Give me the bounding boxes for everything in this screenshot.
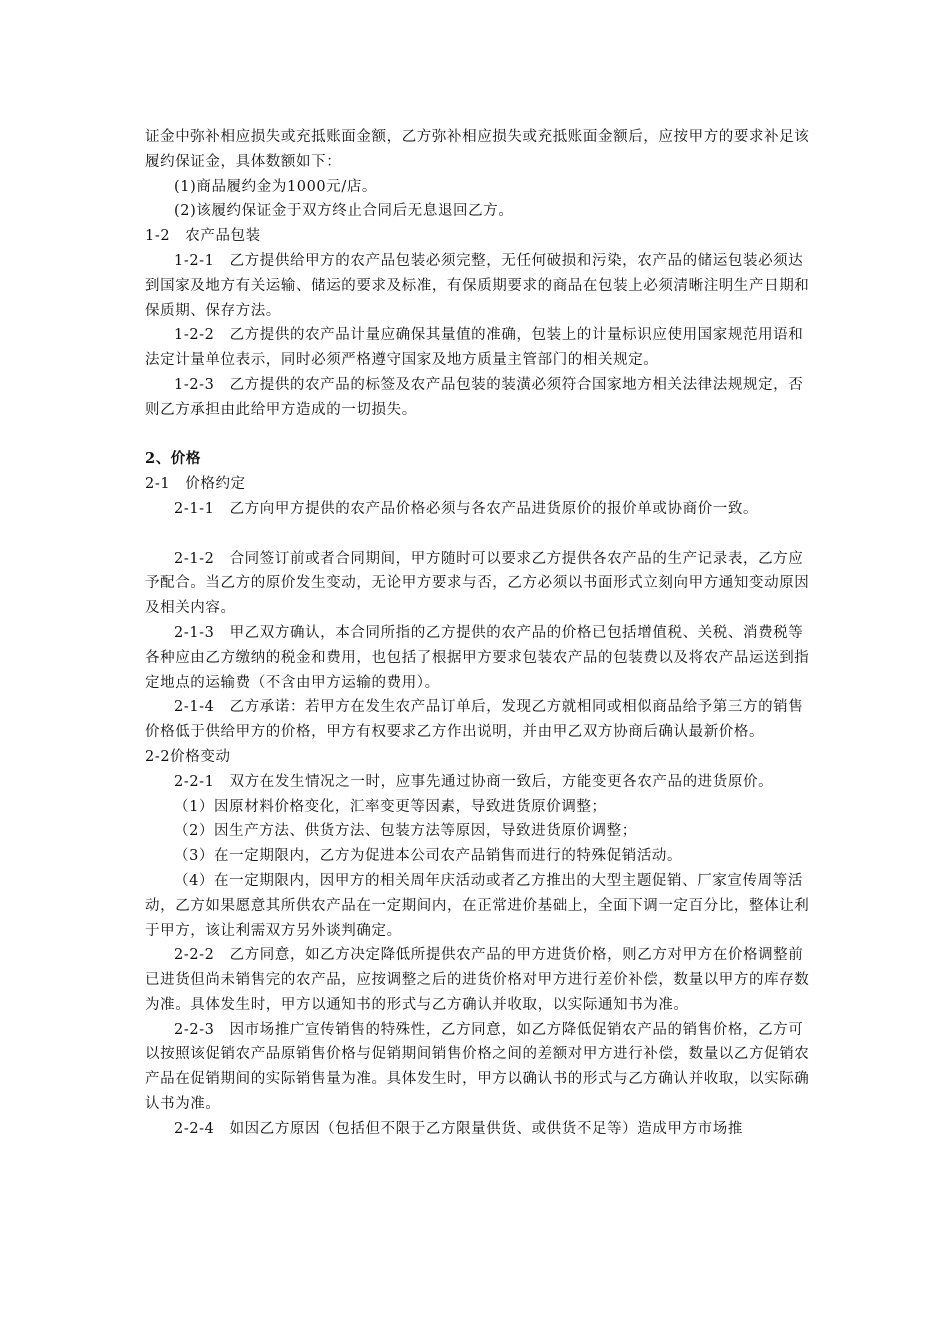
spacer [145,522,815,547]
case-item-3: （3）在一定期限内，乙方为促进本公司农产品销售而进行的特殊促销活动。 [174,848,683,865]
section-heading-2-1: 2-1 价格约定 [145,476,246,493]
clause-2-2-2: 2-2-2 乙方同意，如乙方决定降低所提供农产品的甲方进货价格，则乙方对甲方在价格调整前已进货但尚未销售完的农产品，应按调整之后的进货价格对甲方进行差价补偿，数量以甲方的库存数为准。具体发生时，甲方以通知书的形式与乙方确认并收取，以实际通知书为准。 [145,947,810,1013]
clause-2-2-1: 2-2-1 双方在发生情况之一时，应事先通过协商一致后，方能变更各农产品的进货原价。 [174,773,774,790]
clause-2-1-4: 2-1-4 乙方承诺：若甲方在发生农产品订单后，发现乙方就相同或相似商品给予第三方的销售价格低于供给甲方的价格，甲方有权要求乙方作出说明，并由甲乙双方协商后确认最新价格。 [145,699,804,741]
section-heading-2: 2、价格 [145,450,201,468]
clause-1-2-1: 1-2-1 乙方提供给甲方的农产品包装必须完整，无任何破损和污染，农产品的储运包装必须达到国家及地方有关运输、储运的要求及标准，有保质期要求的商品在包装上必须清晰注明生产日期和保质期、保存方法。 [145,252,810,319]
case-item-2: （2）因生产方法、供货方法、包装方法等原因，导致进货原价调整； [174,823,637,840]
document-page [145,125,815,1142]
clause-1-2-3: 1-2-3 乙方提供的农产品的标签及农产品包装的装潢必须符合国家地方相关法律法规规定，否则乙方承担由此给甲方造成的一切损失。 [145,376,804,418]
list-item-deposit-refund: (2)该履约保证金于双方终止合同后无息退回乙方。 [174,203,514,220]
spacer [145,423,815,448]
clause-2-2-3: 2-2-3 因市场推广宣传销售的特殊性，乙方同意，如乙方降低促销农产品的销售价格，乙方可以按照该促销农产品原销售价格与促销期间销售价格之间的差额对甲方进行补偿，数量以乙方促销农产品在促销期间的实际销售量为准。具体发生时，甲方以确认书的形式与乙方确认并收取，以实际确认书为准。 [145,1021,810,1113]
case-item-4: （4）在一定期限内，因甲方的相关周年庆活动或者乙方推出的大型主题促销、厂家宣传周等活动，乙方如果愿意其所供农产品在一定期间内，在正常进价基础上，全面下调一定百分比，整体让利于甲方，该让利需双方另外谈判确定。 [145,872,810,939]
list-item-deposit-amount: (1)商品履约金为1000元/店。 [174,178,378,195]
clause-2-1-3: 2-1-3 甲乙双方确认，本合同所指的乙方提供的农产品的价格已包括增值税、关税、消费税等各种应由乙方缴纳的税金和费用，也包括了根据甲方要求包装农产品的包装费以及将农产品运送到指定地点的运输费（不含由甲方运输的费用）。 [145,624,810,691]
case-item-1: （1）因原材料价格变化，汇率变更等因素，导致进货原价调整； [174,798,607,815]
section-heading-2-2: 2-2价格变动 [145,748,231,765]
clause-2-2-4: 2-2-4 如因乙方原因（包括但不限于乙方限量供货、或供货不足等）造成甲方市场推 [174,1120,743,1137]
clause-2-1-1: 2-1-1 乙方向甲方提供的农产品价格必须与各农产品进货原价的报价单或协商价一致。 [174,500,759,517]
clause-1-2-2: 1-2-2 乙方提供的农产品计量应确保其量值的准确，包装上的计量标识应使用国家规范用语和法定计量单位表示，同时必须严格遵守国家及地方质量主管部门的相关规定。 [145,327,804,369]
clause-2-1-2: 2-1-2 合同签订前或者合同期间，甲方随时可以要求乙方提供各农产品的生产记录表，乙方应予配合。当乙方的原价发生变动，无论甲方要求与否，乙方必须以书面形式立刻向甲方通知变动原因及相关内容。 [145,550,810,617]
section-heading-1-2: 1-2 农产品包装 [145,228,261,245]
paragraph-intro: 证金中弥补相应损失或充抵账面金额，乙方弥补相应损失或充抵账面金额后，应按甲方的要求补足该履约保证金，具体数额如下： [145,129,810,170]
